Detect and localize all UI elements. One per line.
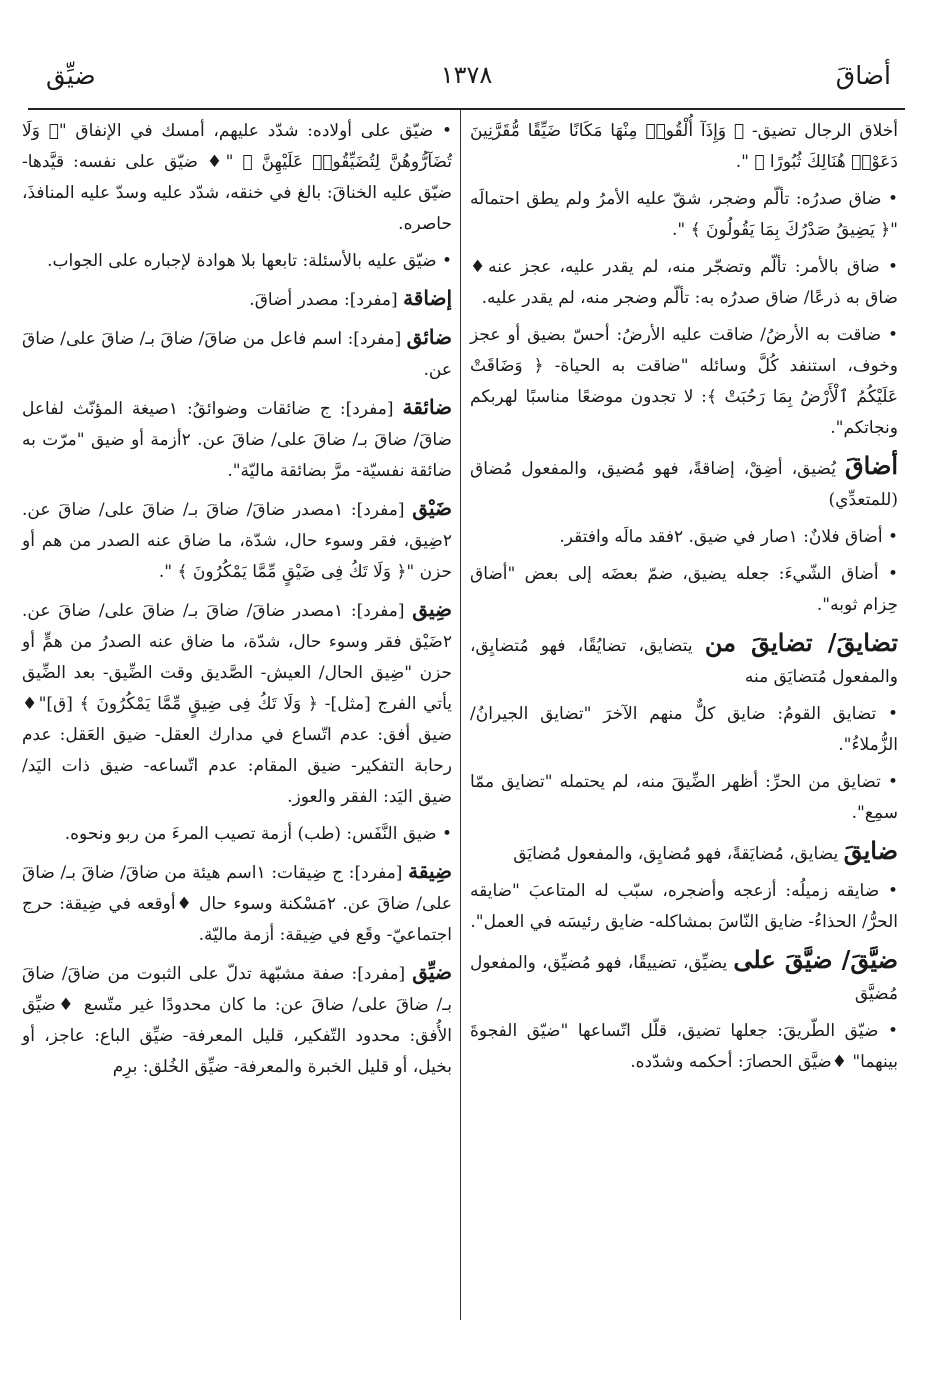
dictionary-entry [470, 559, 898, 621]
header-rule [28, 108, 905, 110]
entry-text: يتضايق، تضايُقًا، فهو مُتضايِق، والمفعول مُتضايَق منه [470, 636, 898, 687]
dictionary-entry [22, 283, 452, 316]
entry-text: [مفرد]: اسم فاعل من ضاقَ/ ضاقَ بـ/ ضاقَ على/ ضاقَ عن. [22, 329, 452, 380]
entry-lemma: ضيَّقَ/ ضيَّقَ على [733, 945, 898, 974]
entry-text: • ضايقه زميلُه: أزعجه وأضجره، سبّب له المتاعبَ "ضايقه الحرُّ/ الحذاءُ- ضايق النّاسَ بمشاكله- ضايق رئيسَه في العمل". [470, 881, 898, 932]
entry-text: • ضيق النَّفَس: (طب) أزمة تصيب المرءَ من ربو ونحوه. [64, 824, 452, 844]
left-column [22, 116, 452, 1089]
entry-lemma: ضَيْق [412, 496, 452, 520]
entry-text: • ضيّق الطّريقَ: جعلها تضيق، قلّل اتّساعها "ضيّق الفجوةَ بينهما" ♦ضيَّق الحصارَ: أحكمه وشدّده. [470, 1021, 898, 1072]
dictionary-entry [22, 322, 452, 386]
entry-text: • ضيّق عليه بالأسئلة: تابعها بلا هوادة لإجباره على الجواب. [47, 251, 452, 271]
entry-text: • أضاق الشّيءَ: جعله يضيق، ضمّ بعضَه إلى بعض "أضاق حِزام ثوبه". [470, 564, 898, 615]
dictionary-entry [22, 116, 452, 240]
dictionary-entry [470, 944, 898, 1010]
dictionary-entry [22, 246, 452, 277]
entry-text: • ضاق بالأمر: تألّم وتضجّر منه، لم يقدر عليه، عجز عنه♦ ضاق به ذرعًا/ ضاق صدرُه به: تألّم وضجر منه، لم يقدر عليه. [470, 257, 898, 308]
dictionary-entry [470, 450, 898, 516]
entry-text: [مفرد]: ١مصدر ضاقَ/ ضاقَ بـ/ ضاقَ على/ ضاقَ عن. ٢ضَيْق فقر وسوء حال، شدّة، ما ضاق عنه الصدرُ من همٍّ أو حزن "ضِيق الحال/ العيش- الصَّديق وقت الضِّيق- بعد الضِّيق يأتي الفرج [مثل]- ﴿ وَلَا تَكُ فِى ضِيقٍ مِّمَّا يَمْكُرُونَ ﴾ [ق]"♦ ضيق أفق: عدم اتّساع في مدارك العقل- ضيق العَقل: عدم رحابة التفكير- ضيق المقام: عدم اتّساعه- ضيق ذات اليَد/ ضيق اليَد: الفقر والعوز. [22, 601, 452, 807]
entry-text: • ضيّق على أولاده: شدّد عليهم، أمسك في الإنفاق "﴿ وَلَا تُضَآرُّوهُنَّ لِتُضَيِّقُوا۟ عَلَيْهِنَّ ﴾ "♦ ضيّق على نفسه: قيَّدها- ضيّق عليه الخناقَ: بالغ في خنقه، شدّد عليه وسدّ عليه المنافذَ، حاصره. [22, 121, 452, 234]
dictionary-entry [470, 1016, 898, 1078]
dictionary-entry [470, 627, 898, 693]
entry-text: • تضايق من الحرِّ: أظهر الضِّيقَ منه، لم يحتمله "تضايق ممّا سمِع". [470, 772, 898, 823]
entry-text: يُضيق، أضِقْ، إضاقةً، فهو مُضيق، والمفعول مُضاق (للمتعدِّي) [470, 459, 898, 510]
dictionary-entry [470, 699, 898, 761]
dictionary-entry [22, 392, 452, 487]
header-left-word: ضيِّق [46, 61, 96, 90]
dictionary-entry [470, 184, 898, 246]
entry-lemma: أضاقَ [845, 451, 899, 480]
entry-text: أخلاق الرجال تضيق- ﴿ وَإِذَآ أُلْقُوا۟ مِنْهَا مَكَانًا ضَيِّقًا مُّقَرَّنِينَ دَعَوْا۟ هُنَالِكَ ثُبُورًا ﴾ ". [470, 121, 898, 172]
entry-text: [مفرد]: صفة مشبّهة تدلّ على الثبوت من ضاقَ/ ضاقَ بـ/ ضاقَ على/ ضاقَ عن: ما كان محدودًا غير متّسع ♦ضيِّق الأُفق: محدود التّفكير، قليل المعرفة- ضيِّق الباع: عاجز، أو بخيل، أو قليل الخبرة والمعرفة- ضيِّق الخُلق: برِم [22, 964, 452, 1077]
entry-text: • ضاق صدرُه: تألّم وضجر، شقّ عليه الأمرُ ولم يطق احتمالَه "﴿ يَضِيقُ صَدْرُكَ بِمَا يَقُولُونَ ﴾ ". [470, 189, 898, 240]
page-header [30, 55, 903, 99]
entry-lemma: ضائق [406, 325, 452, 349]
page-number: ١٣٧٨ [440, 61, 493, 89]
right-column [470, 116, 898, 1084]
dictionary-entry [470, 767, 898, 829]
dictionary-entry [470, 252, 898, 314]
entry-lemma: إضاقة [403, 286, 452, 310]
dictionary-entry [470, 876, 898, 938]
dictionary-entry [22, 493, 452, 588]
entry-text: • تضايق القومُ: ضايق كلٌّ منهم الآخرَ "تضايق الجيرانُ/ الزُّملاءُ". [470, 704, 898, 755]
column-divider [460, 110, 461, 1320]
entry-lemma: ضايقَ [843, 836, 898, 865]
entry-text: يضايق، مُضايَقةً، فهو مُضايِق، والمفعول مُضايَق [513, 844, 839, 864]
dictionary-entry [22, 957, 452, 1083]
entry-text: [مفرد]: ج ضائقات وضوائقُ: ١صيغة المؤنّث لفاعل ضاقَ/ ضاقَ بـ/ ضاقَ على/ ضاقَ عن. ٢أزمة أو ضيق "مرّت به ضائقة نفسيّة- مرَّ بضائقة ماليّة". [22, 399, 452, 481]
entry-text: يضيِّق، تضييقًا، فهو مُضيِّق، والمفعول مُضيَّق [470, 953, 898, 1004]
entry-text: [مفرد]: ج ضِيقات: ١اسم هيئة من ضاقَ/ ضاقَ بـ/ ضاقَ على/ ضاقَ عن. ٢مَسْكنة وسوء حال ♦أوقعه في ضِيقة: حرج اجتماعيّ- وقَع في ضِيقة: أزمة ماليّة. [22, 863, 452, 945]
dictionary-entry [470, 116, 898, 178]
entry-text: [مفرد]: ١مصدر ضاقَ/ ضاقَ بـ/ ضاقَ على/ ضاقَ عن. ٢ضِيق، فقر وسوء حال، شدّة، ما ضاق عنه الصدر من هم أو حزن "﴿ وَلَا تَكُ فِى ضَيْقٍ مِّمَّا يَمْكُرُونَ ﴾ ". [22, 500, 452, 582]
dictionary-entry [470, 320, 898, 444]
dictionary-entry [470, 522, 898, 553]
entry-text: • أضاق فلانٌ: ١صار في ضيق. ٢فقد مالَه وافتقر. [559, 527, 898, 547]
header-right-word: أضاقَ [835, 61, 891, 90]
dictionary-entry [22, 856, 452, 951]
dictionary-entry [22, 819, 452, 850]
entry-lemma: تضايقَ/ تضايقَ من [704, 628, 899, 657]
entry-lemma: ضيِّق [412, 960, 452, 984]
entry-text: [مفرد]: مصدر أضاقَ. [249, 290, 398, 310]
entry-text: • ضاقت به الأرضُ/ ضاقت عليه الأرضُ: أحسّ بضيق أو عجز وخوف، استنفد كُلَّ وسائله "ضاقت به الحياة- ﴿ وَضَاقَتْ عَلَيْكُمُ ٱلْأَرْضُ بِمَا رَحُبَتْ ﴾: لا تجدون موضعًا مناسبًا لهربكم ونجاتكم". [470, 325, 898, 438]
entry-lemma: ضِيقة [408, 859, 453, 883]
dictionary-entry [22, 594, 452, 813]
entry-lemma: ضائقة [402, 395, 453, 419]
entry-lemma: ضِيق [412, 597, 452, 621]
dictionary-entry [470, 835, 898, 870]
